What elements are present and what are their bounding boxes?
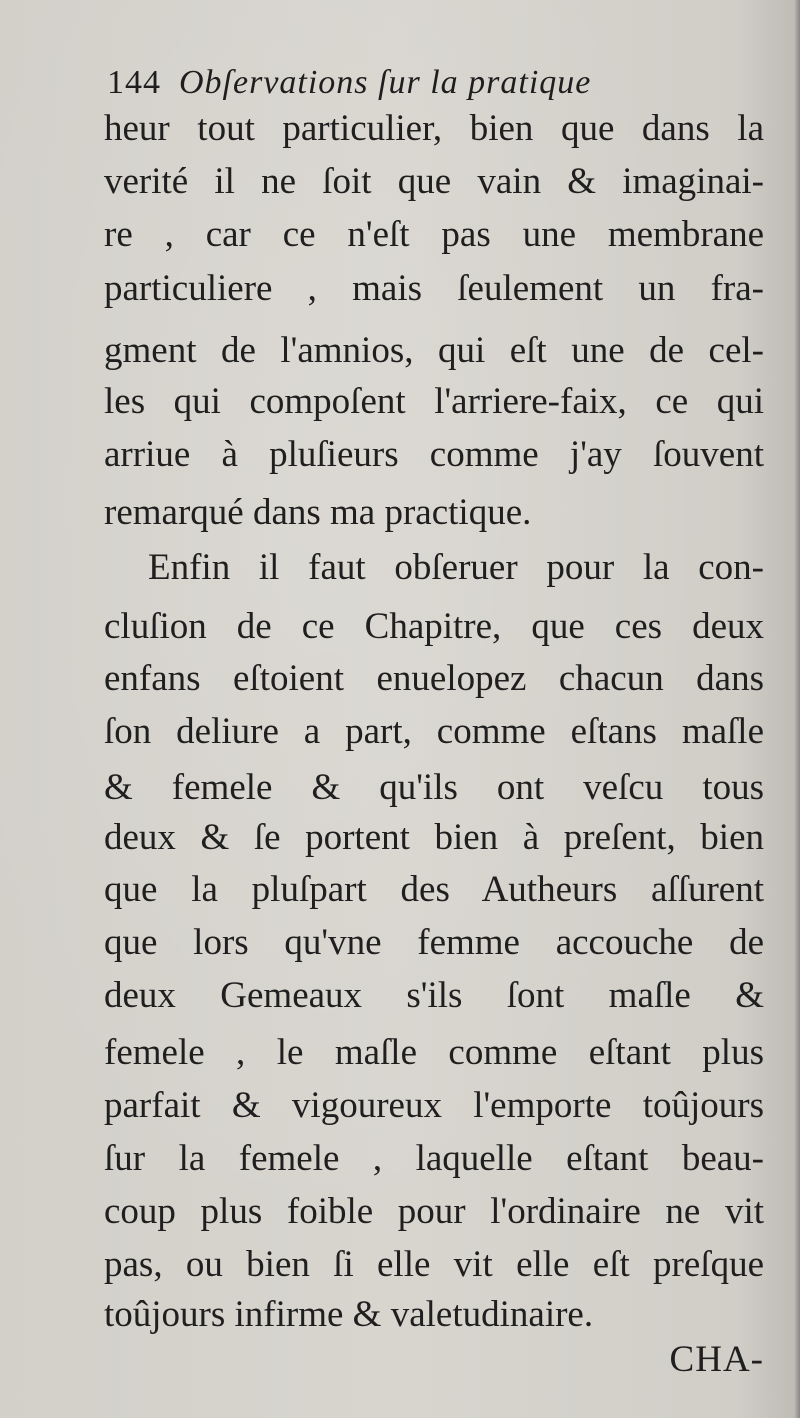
text-line: que la pluſpart des Autheurs aſſurent xyxy=(104,869,764,910)
page-number: 144 xyxy=(107,64,161,101)
text-line: toûjours infirme & valetudinaire. xyxy=(104,1294,594,1335)
text-line: & femele & qu'ils ont veſcu tous xyxy=(104,767,764,808)
running-head xyxy=(107,64,591,102)
text-line: deux & ſe portent bien à preſent, bien xyxy=(104,817,764,858)
text-line: arriue à pluſieurs comme j'ay ſouvent xyxy=(104,434,764,475)
text-line: verité il ne ſoit que vain & imaginai- xyxy=(104,161,764,202)
text-line: femele , le maſle comme eſtant plus xyxy=(104,1032,764,1073)
running-title: Obſervations ſur la pratique xyxy=(179,64,592,101)
text-line: particuliere , mais ſeulement un fra- xyxy=(104,268,764,309)
text-line: remarqué dans ma practique. xyxy=(104,492,532,533)
text-line: coup plus foible pour l'ordinaire ne vit xyxy=(104,1191,764,1232)
text-line: parfait & vigoureux l'emporte toûjours xyxy=(104,1085,764,1126)
page-edge-shadow xyxy=(794,0,800,1418)
text-line: re , car ce n'eſt pas une membrane xyxy=(104,214,764,255)
text-line: heur tout particulier, bien que dans la xyxy=(104,108,764,149)
catchword: CHA- xyxy=(669,1339,764,1380)
text-line: ſur la femele , laquelle eſtant beau- xyxy=(104,1138,764,1179)
text-line: pas, ou bien ſi elle vit elle eſt preſque xyxy=(104,1244,764,1285)
text-line: cluſion de ce Chapitre, que ces deux xyxy=(104,606,764,647)
text-line: gment de l'amnios, qui eſt une de cel- xyxy=(104,330,764,371)
text-line: enfans eſtoient enuelopez chacun dans xyxy=(104,658,764,699)
text-line: les qui compoſent l'arriere-faix, ce qui xyxy=(104,381,764,422)
text-line: que lors qu'vne femme accouche de xyxy=(104,922,764,963)
paragraph-first-line: Enfin il faut obſeruer pour la con- xyxy=(148,547,764,588)
text-line: ſon deliure a part, comme eſtans maſle xyxy=(104,711,764,752)
text-line: deux Gemeaux s'ils ſont maſle & xyxy=(104,975,764,1016)
